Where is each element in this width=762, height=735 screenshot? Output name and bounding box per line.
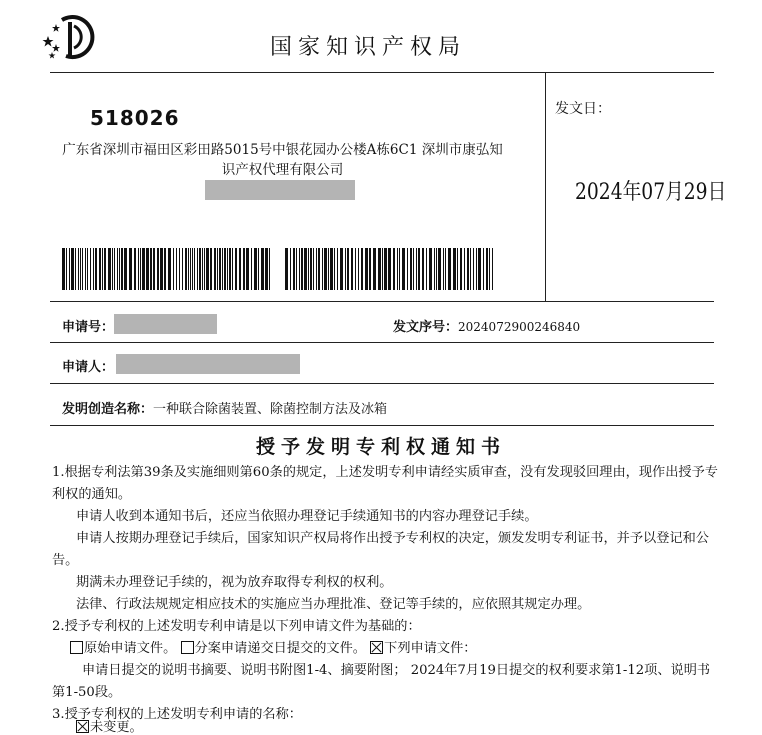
redacted-applicant bbox=[116, 354, 300, 374]
paragraph-2: 2.授予专利权的上述发明专利申请是以下列申请文件为基础的： bbox=[52, 619, 421, 634]
paragraph-1: 1.根据专利法第39条及实施细则第60条的规定，上述发明专利申请经实质审查，没有发现驳回理由，现作出授予专利权的通知。 bbox=[52, 465, 718, 502]
basis-options bbox=[70, 638, 740, 660]
option-unchanged-label: 未变更。 bbox=[90, 720, 143, 735]
top-divider bbox=[50, 72, 714, 73]
invention-name-value: 一种联合除菌装置、除菌控制方法及冰箱 bbox=[153, 402, 388, 417]
paragraph-1c: 期满未办理登记手续的，视为放弃取得专利权的权利。 bbox=[76, 575, 393, 590]
postcode: 518026 bbox=[90, 106, 180, 130]
checkbox-divisional[interactable] bbox=[181, 641, 194, 654]
header-vertical-divider bbox=[545, 72, 546, 302]
notice-title: 授予发明专利权通知书 bbox=[255, 436, 506, 458]
checkbox-following-checked[interactable] bbox=[370, 641, 383, 654]
paragraph-3: 3.授予专利权的上述发明专利申请的名称： bbox=[52, 707, 302, 722]
option-original-label: 原始申请文件。 bbox=[84, 641, 177, 656]
cnipa-logo-icon bbox=[40, 14, 104, 62]
applicant-label: 申请人： bbox=[62, 360, 115, 375]
paragraph-1b: 申请人按期办理登记手续后，国家知识产权局将作出授予专利权的决定，颁发发明专利证书，并予以登记和公告。 bbox=[52, 531, 709, 568]
checkbox-unchanged-checked[interactable] bbox=[76, 720, 89, 733]
checkbox-original[interactable] bbox=[70, 641, 83, 654]
header-bottom-divider bbox=[50, 301, 714, 302]
barcode-right-icon bbox=[285, 248, 495, 290]
option-following-label: 下列申请文件： bbox=[384, 641, 477, 656]
barcode-left-icon bbox=[62, 248, 272, 290]
recipient-address: 广东省深圳市福田区彩田路5015号中银花园办公楼A栋6C1 深圳市康弘知识产权代理有限公司 bbox=[62, 142, 503, 178]
paragraph-1a: 申请人收到本通知书后，还应当依照办理登记手续通知书的内容办理登记手续。 bbox=[76, 509, 538, 524]
redacted-recipient-name bbox=[205, 180, 355, 200]
paragraph-2-detail: 申请日提交的说明书摘要、说明书附图1-4、摘要附图； 2024年7月19日提交的权利要求第1-12项、说明书第1-50段。 bbox=[52, 663, 711, 700]
field-divider-3 bbox=[50, 425, 714, 426]
redacted-application-no bbox=[114, 314, 217, 334]
field-divider-1 bbox=[50, 342, 714, 343]
paragraph-1d: 法律、行政法规规定相应技术的实施应当办理批准、登记等手续的，应依照其规定办理。 bbox=[76, 597, 591, 612]
dispatch-no-label: 发文序号： bbox=[393, 320, 459, 335]
office-name: 国家知识产权局 bbox=[270, 35, 467, 60]
send-date-value: 2024年07月29日 bbox=[575, 180, 727, 205]
dispatch-no-value: 2024072900246840 bbox=[458, 320, 581, 334]
send-date-label: 发文日： bbox=[555, 101, 611, 117]
field-divider-2 bbox=[50, 383, 714, 384]
invention-name-label: 发明创造名称： bbox=[62, 402, 154, 417]
application-no-label: 申请号： bbox=[62, 320, 115, 335]
option-divisional-label: 分案申请递交日提交的文件。 bbox=[194, 641, 366, 656]
